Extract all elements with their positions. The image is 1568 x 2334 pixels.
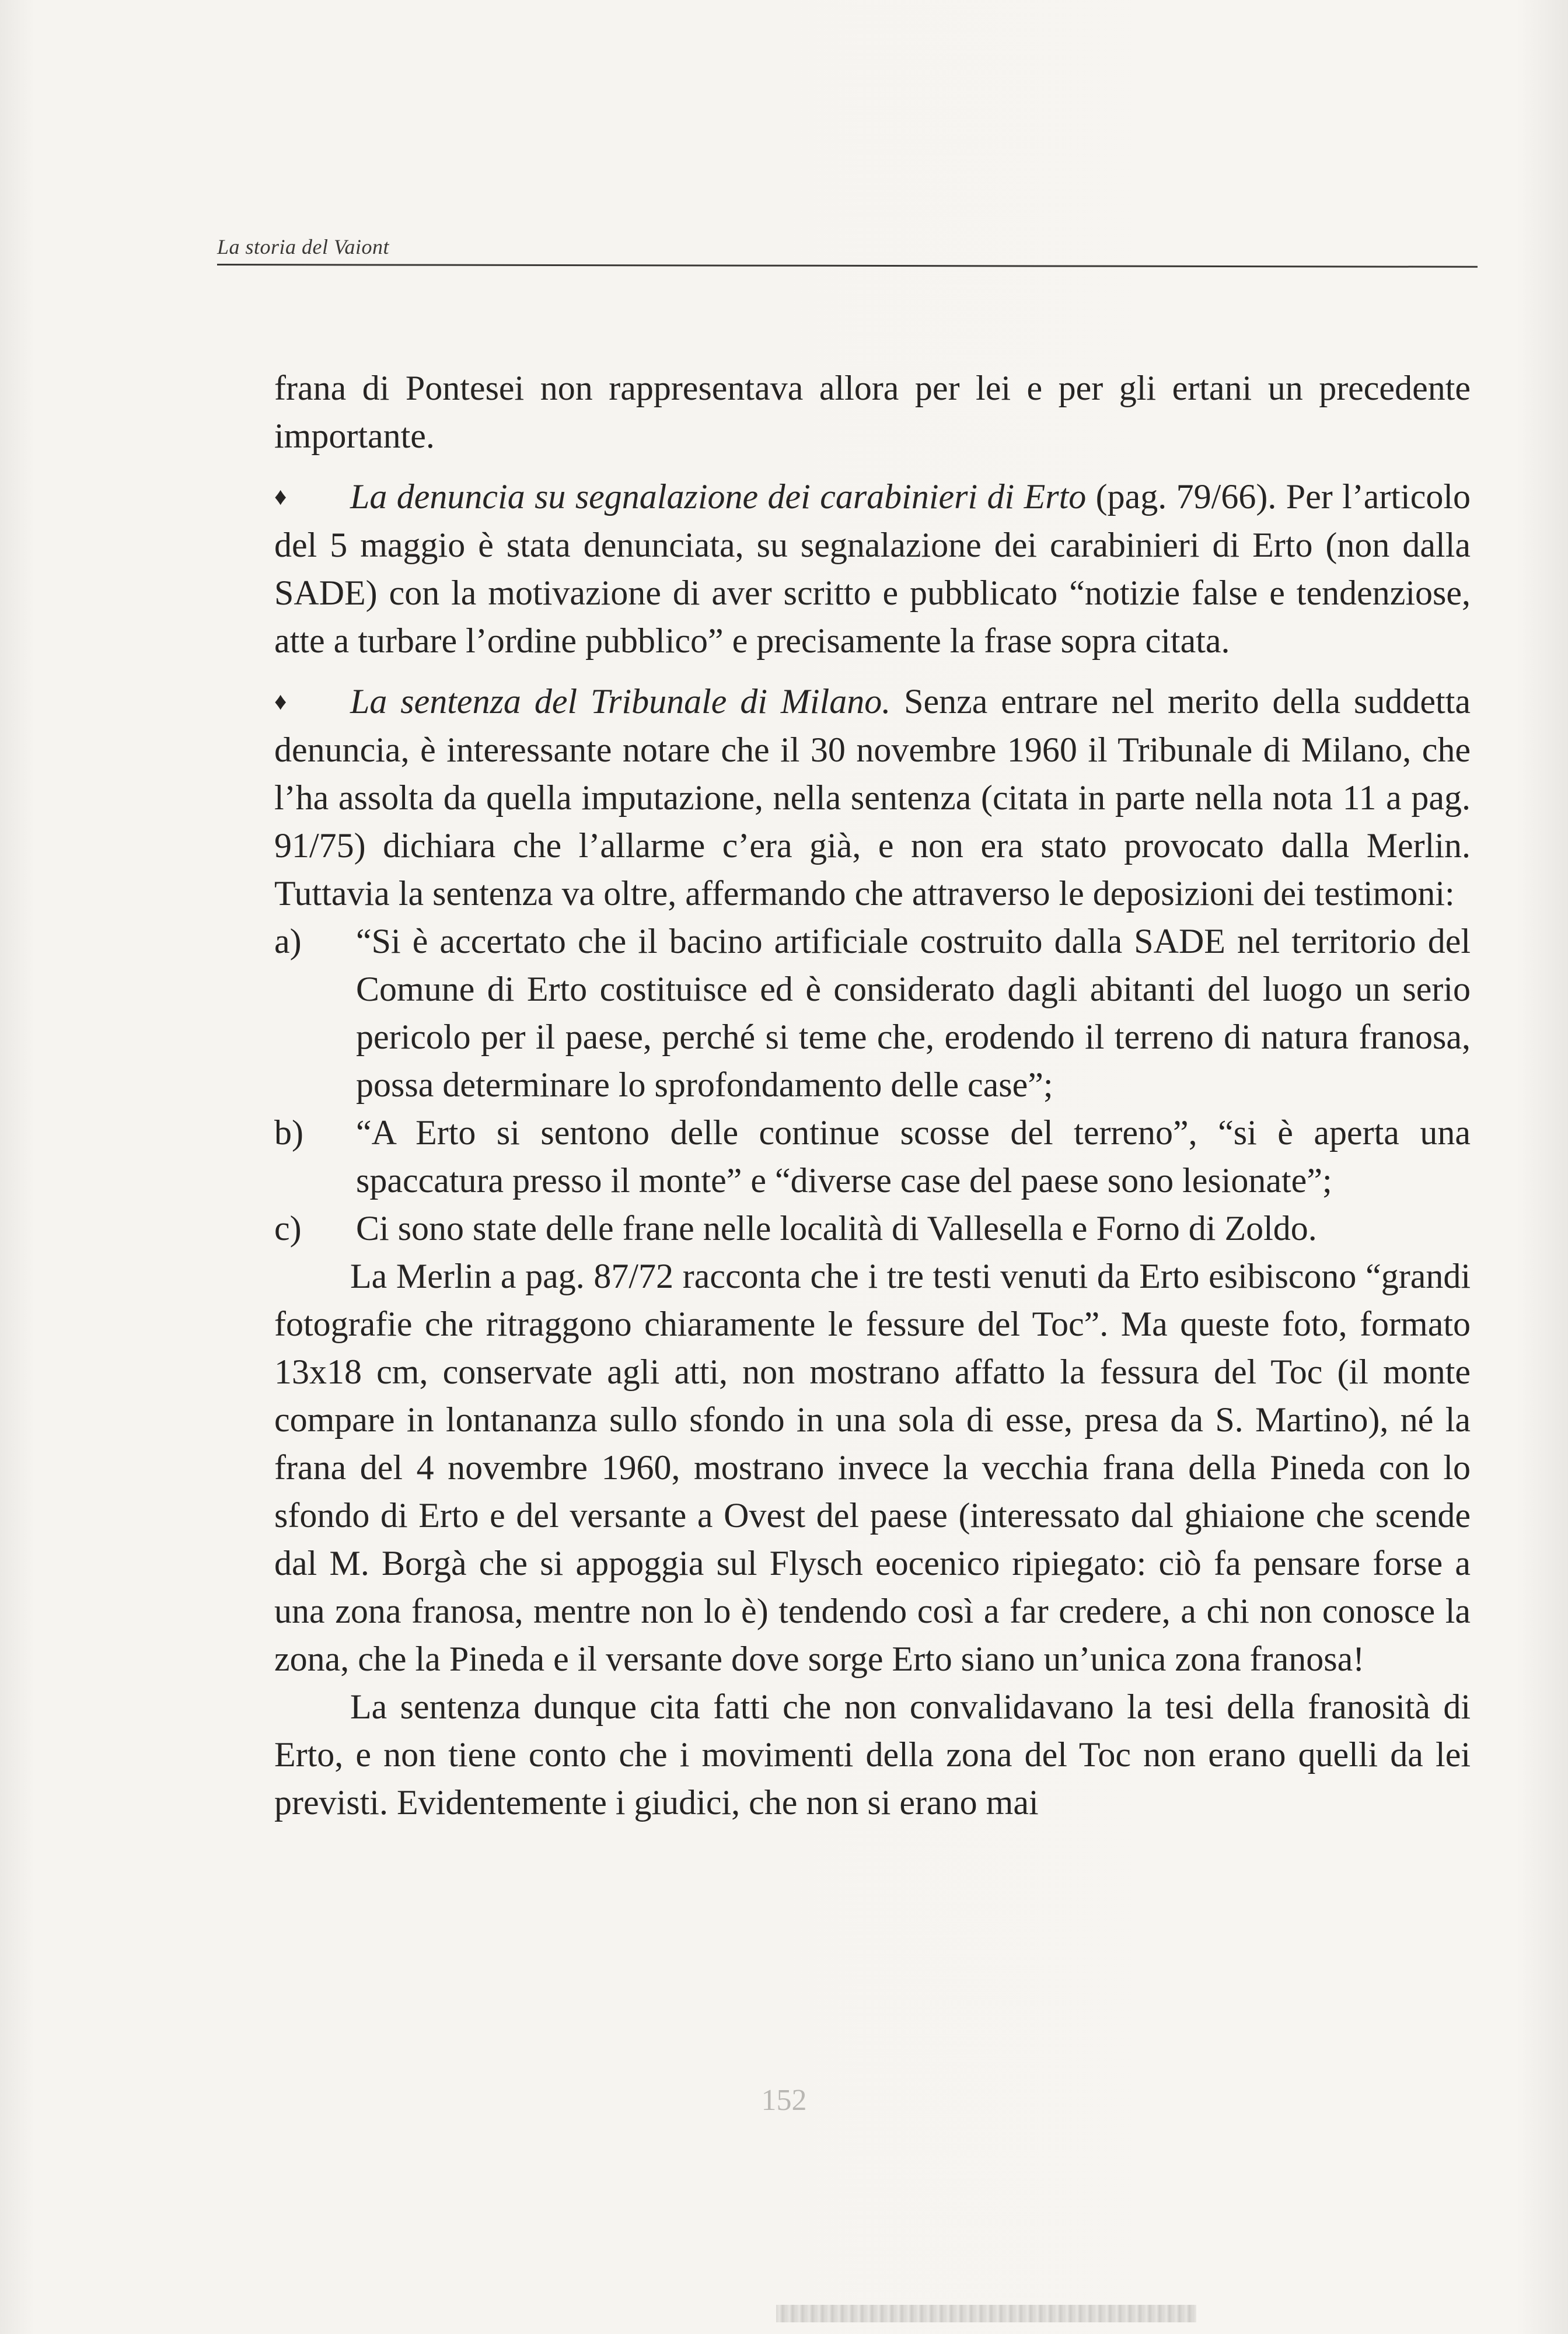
list-item-text: Ci sono state delle frane nelle località di Vallesella e Forno di Zoldo. xyxy=(356,1209,1317,1248)
diamond-bullet-icon: ♦ xyxy=(274,689,287,715)
paragraph-sentenza xyxy=(274,677,1471,917)
list-item-b xyxy=(274,1109,1471,1204)
list-marker: b) xyxy=(274,1113,303,1152)
sentenza-text: Senza entrare nel merito della suddetta denuncia, è interessante notare che il 30 novembre 1960 il Tribunale di Milano, che l’ha assolta da quella imputazione, nella sentenza (citata in parte nella nota 11 a pag. 91/75) dichiara che l’allarme c’era già, e non era stato provocato dalla Merlin. Tuttavia la sentenza va oltre, affermando che attraverso le deposizioni dei testimoni: xyxy=(274,682,1471,913)
list-item-c xyxy=(274,1204,1471,1252)
paragraph-merlin-photos: La Merlin a pag. 87/72 racconta che i tre testi venuti da Erto esibiscono “grandi fotografie che ritraggono chiaramente le fessure del Toc”. Ma queste foto, formato 13x18 cm, conservate agli atti, non mostrano affatto la fessura del Toc (il monte compare in lontananza sullo sfondo in una sola di esse, presa da S. Martino), né la frana del 4 novembre 1960, mostrano invece la vecchia frana della Pineda con lo sfondo di Erto e del versante a Ovest del paese (interessato dal ghiaione che scende dal M. Borgà che si appoggia sul Flysch eocenico ripiegato: ciò fa pensare forse a una zona franosa, mentre non lo è) tendendo così a far credere, a chi non conosce la zona, che la Pineda e il versante dove sorge Erto siano un’unica zona franosa! xyxy=(274,1257,1471,1678)
sentenza-heading: La sentenza del Tribunale di Milano. xyxy=(350,682,891,721)
denuncia-heading: La denuncia su segnalazione dei carabinieri di Erto xyxy=(350,477,1087,516)
list-item-a xyxy=(274,917,1471,1109)
diamond-bullet-icon: ♦ xyxy=(274,484,287,511)
list-item-text: “A Erto si sentono delle continue scosse del terreno”, “si è aperta una spaccatura presso il monte” e “diverse case del paese sono lesionate”; xyxy=(356,1113,1471,1200)
denuncia-text: (pag. 79/66). Per l’articolo del 5 maggio è stata denunciata, su segnalazione dei carabinieri di Erto (non dalla SADE) con la motivazione di aver scritto e pubblicato “notizie false e tendenziose, atte a turbare l’ordine pubblico” e precisamente la frase sopra citata. xyxy=(274,477,1471,660)
paragraph-1: frana di Pontesei non rappresentava allora per lei e per gli ertani un precedente importante. xyxy=(274,369,1471,455)
body-text xyxy=(274,364,1471,1826)
list-marker: a) xyxy=(274,922,302,960)
page-number: 152 xyxy=(761,2084,807,2117)
paragraph-denuncia xyxy=(274,473,1471,665)
running-header: La storia del Vaiont xyxy=(217,235,390,258)
header-rule xyxy=(217,264,1478,268)
list-item-text: “Si è accertato che il bacino artificiale costruito dalla SADE nel territorio del Comune di Erto costituisce ed è considerato dagli abitanti del luogo un serio pericolo per il paese, perché si teme che, erodendo il terreno di natura franosa, possa determinare lo sprofondamento delle case”; xyxy=(356,922,1471,1104)
paragraph-sentenza-conclusion: La sentenza dunque cita fatti che non convalidavano la tesi della franosità di Erto, e non tiene conto che i movimenti della zona del Toc non erano quelli da lei previsti. Evidentemente i giudici, che non si erano mai xyxy=(274,1687,1471,1822)
scan-edge-strip xyxy=(776,2305,1196,2322)
list-marker: c) xyxy=(274,1209,302,1248)
